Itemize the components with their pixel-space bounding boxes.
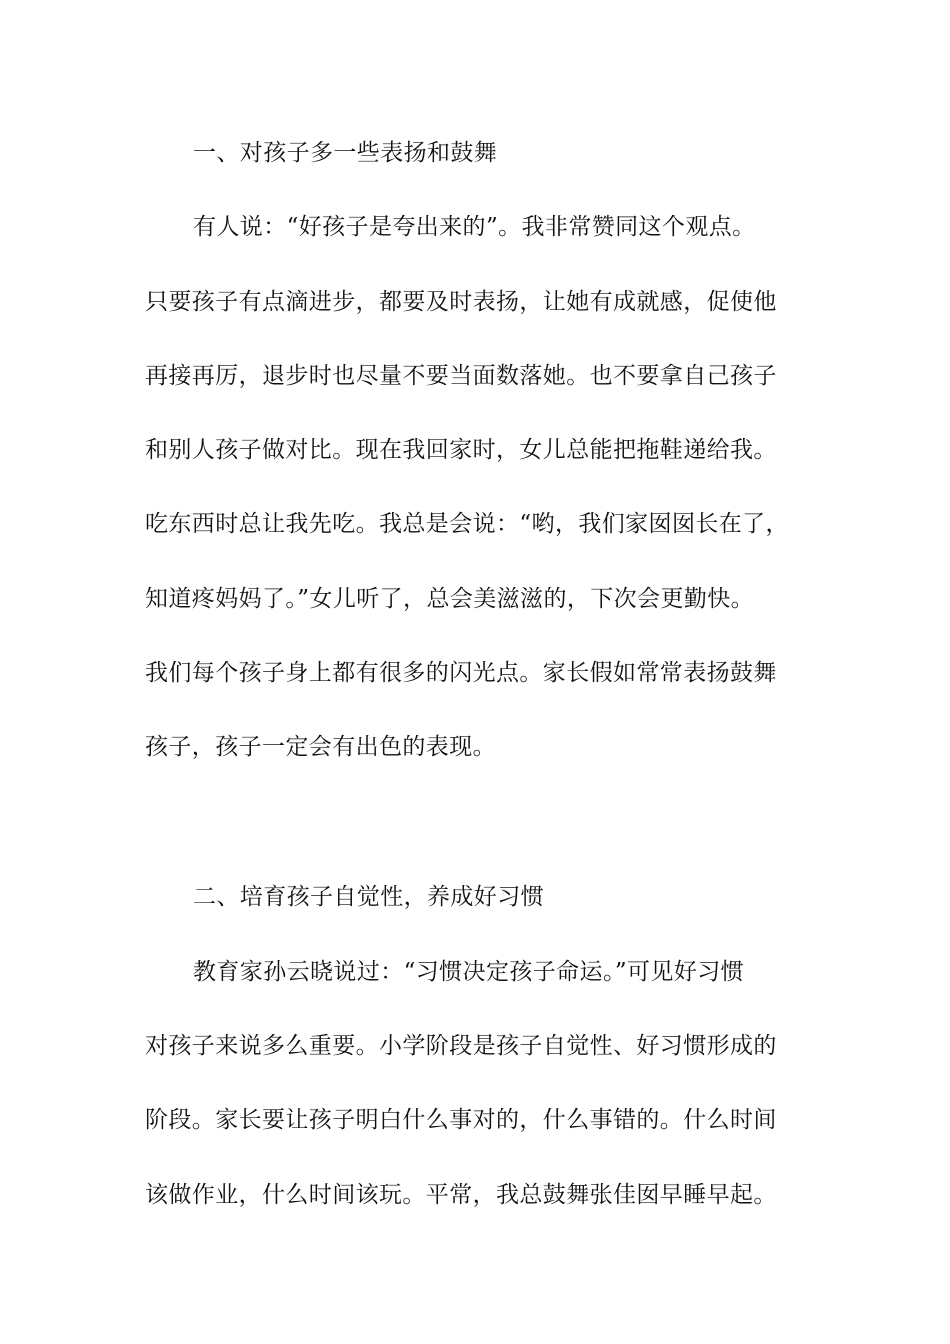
paragraph-line: 只要孩子有点滴进步，都要及时表扬，让她有成就感，促使他 (145, 289, 777, 315)
section-heading-2: 二、培育孩子自觉性，养成好习惯 (193, 884, 544, 910)
paragraph-line: 孩子，孩子一定会有出色的表现。 (145, 734, 496, 760)
paragraph-line: 知道疼妈妈了。”女儿听了，总会美滋滋的，下次会更勤快。 (145, 586, 755, 612)
paragraph-line: 吃东西时总让我先吃。我总是会说：“哟，我们家囡囡长在了， (145, 511, 789, 537)
paragraph-line: 和别人孩子做对比。现在我回家时，女儿总能把拖鞋递给我。 (145, 437, 777, 463)
section-heading-1: 一、对孩子多一些表扬和鼓舞 (193, 140, 498, 166)
paragraph-line: 该做作业，什么时间该玩。平常，我总鼓舞张佳囡早睡早起。 (145, 1182, 777, 1208)
paragraph-line: 对孩子来说多么重要。小学阶段是孩子自觉性、好习惯形成的 (145, 1033, 777, 1059)
paragraph-line: 有人说：“好孩子是夸出来的”。我非常赞同这个观点。 (193, 214, 756, 240)
paragraph-line: 阶段。家长要让孩子明白什么事对的，什么事错的。什么时间 (145, 1107, 777, 1133)
paragraph-line: 我们每个孩子身上都有很多的闪光点。家长假如常常表扬鼓舞 (145, 660, 777, 686)
paragraph-line: 再接再厉，退步时也尽量不要当面数落她。也不要拿自己孩子 (145, 363, 777, 389)
paragraph-line: 教育家孙云晓说过：“习惯决定孩子命运。”可见好习惯 (193, 959, 745, 985)
